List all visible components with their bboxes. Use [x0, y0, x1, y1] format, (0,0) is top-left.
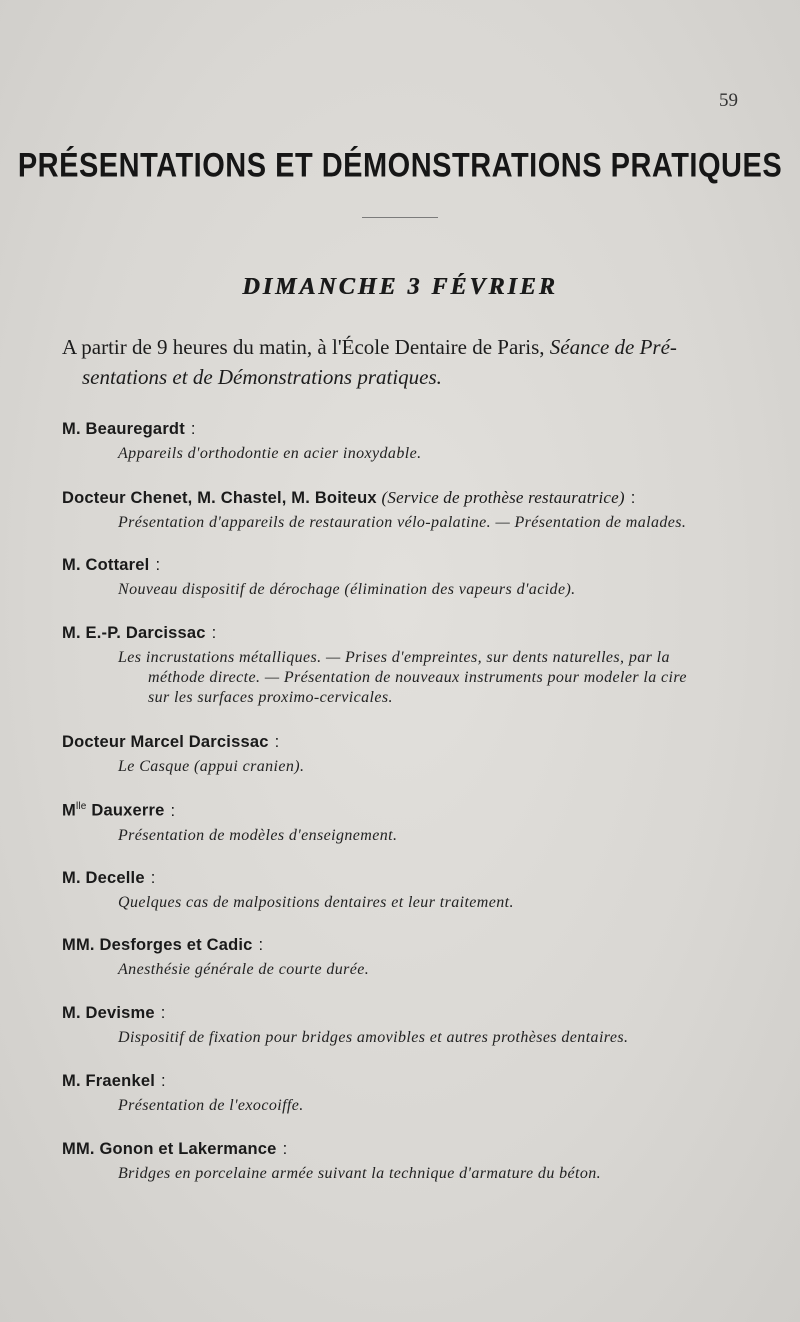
colon: : — [160, 1004, 166, 1022]
colon: : — [155, 556, 161, 574]
presentation-description: Dispositif de fixation pour bridges amovibles et autres prothèses dentaires. — [118, 1029, 629, 1046]
presenter-name: M. Beauregardt — [62, 420, 185, 438]
page-title: PRÉSENTATIONS ET DÉMONSTRATIONS PRATIQUES — [17, 147, 783, 185]
presenter-name: M. Cottarel — [62, 556, 150, 574]
page-number: 59 — [719, 90, 738, 111]
intro-italic-1: Séance de Pré- — [549, 335, 677, 359]
presentation-description-cont: sur les surfaces proximo-cervicales. — [148, 689, 393, 706]
intro-text: A partir de 9 heures du matin, à l'École Dentaire de Paris, — [62, 335, 550, 359]
presenter-name: M. Decelle — [62, 869, 145, 887]
presentation-description: Nouveau dispositif de dérochage (élimination des vapeurs d'acide). — [118, 581, 576, 598]
presenter-service: (Service de prothèse restauratrice) — [381, 488, 625, 507]
presenter-name: MM. Gonon et Lakermance — [62, 1140, 277, 1158]
list-item — [62, 556, 762, 600]
list-item — [62, 1072, 762, 1116]
list-item — [62, 488, 762, 533]
presenter-name: MM. Desforges et Cadic — [62, 936, 253, 954]
presenter-name: M. Fraenkel — [62, 1072, 155, 1090]
presentation-description: Anesthésie générale de courte durée. — [118, 961, 370, 978]
list-item — [62, 733, 762, 777]
intro-italic-2: sentations et de Démonstrations pratiques. — [82, 365, 442, 389]
presentation-description: Les incrustations métalliques. — Prises d'empreintes, sur dents naturelles, par la — [118, 649, 670, 666]
colon: : — [190, 420, 196, 438]
presentation-description: Présentation d'appareils de restauration vélo-palatine. — Présentation de malades. — [118, 514, 687, 531]
presenter-name: M. Devisme — [62, 1004, 155, 1022]
intro-paragraph — [62, 332, 752, 392]
section-heading: DIMANCHE 3 FÉVRIER — [242, 274, 558, 300]
presentation-description-cont: méthode directe. — Présentation de nouveaux instruments pour modeler la cire — [148, 669, 687, 686]
list-item — [62, 420, 762, 464]
presentation-description: Présentation de l'exocoiffe. — [118, 1097, 304, 1114]
presentation-description: Présentation de modèles d'enseignement. — [118, 826, 398, 844]
list-item — [62, 624, 762, 708]
presentation-description: Bridges en porcelaine armée suivant la technique d'armature du béton. — [118, 1165, 602, 1182]
colon: : — [274, 733, 280, 751]
presentation-description: Quelques cas de malpositions dentaires et leur traitement. — [118, 894, 514, 911]
presenter-name: M. E.-P. Darcissac — [62, 624, 206, 642]
colon: : — [258, 936, 264, 954]
colon: : — [160, 1072, 166, 1090]
presenter-name: Docteur Marcel Darcissac — [62, 733, 269, 751]
list-item — [62, 869, 762, 913]
colon: : — [150, 869, 156, 887]
colon: : — [170, 801, 176, 820]
title-divider — [362, 217, 438, 218]
colon: : — [282, 1140, 288, 1158]
presenter-title-sup: lle — [75, 801, 87, 812]
presenter-title: M — [62, 801, 76, 820]
list-item — [62, 1004, 762, 1048]
presenter-name: Docteur Chenet, M. Chastel, M. Boiteux — [62, 489, 377, 507]
list-item — [62, 801, 762, 846]
list-item — [62, 936, 762, 980]
presentation-description: Appareils d'orthodontie en acier inoxydable. — [118, 445, 422, 462]
presentation-description: Le Casque (appui cranien). — [118, 758, 305, 775]
colon: : — [630, 489, 636, 507]
list-item — [62, 1140, 762, 1184]
colon: : — [211, 624, 217, 642]
presenter-name: Dauxerre — [91, 801, 165, 820]
